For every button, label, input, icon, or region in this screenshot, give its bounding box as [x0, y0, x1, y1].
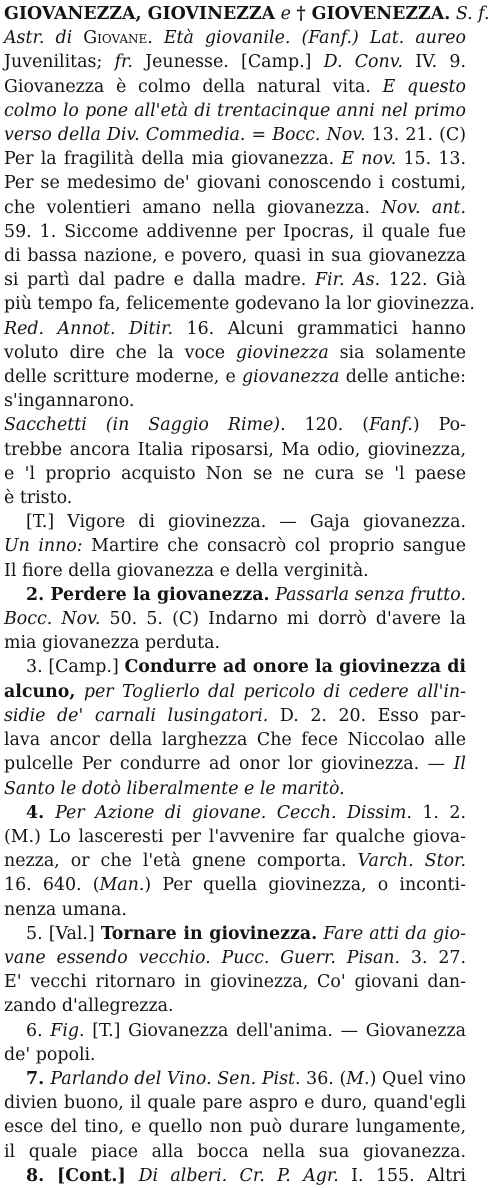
text-line: [4, 607, 466, 631]
text-run: Giovane: [83, 28, 148, 49]
text-run: 7.: [26, 1068, 51, 1089]
text-run: 36. (: [300, 1068, 347, 1089]
text-line: [4, 413, 466, 437]
text-line: [4, 970, 466, 994]
text-run: 5. [Val.]: [26, 923, 101, 944]
text-run: nenza umana.: [4, 899, 127, 920]
text-line: [4, 75, 466, 99]
text-line: [4, 292, 475, 316]
text-run: Per Azione di giovane. Cecch. Dissim.: [55, 802, 412, 823]
text-run: Di alberi. Cr. P. Agr.: [138, 1165, 339, 1186]
text-line: [4, 849, 466, 873]
text-run: fr.: [114, 52, 133, 73]
text-run: che volentieri amano nella giovanezza.: [4, 197, 382, 218]
text-run: M.: [346, 1068, 370, 1089]
text-line: [4, 825, 466, 849]
text-line: [4, 341, 466, 365]
text-line: [4, 438, 466, 462]
text-run: vane essendo vecchio. Pucc. Guerr. Pisan.: [4, 947, 401, 968]
text-run: Fig.: [50, 1020, 85, 1041]
text-run: pulcelle Per condurre ad onor lor giovinezza. —: [4, 754, 454, 775]
text-line: [4, 244, 466, 268]
text-run: nezza, or che l'età gnene comporta.: [4, 851, 358, 872]
text-run: 6.: [26, 1020, 51, 1041]
text-run: e: [275, 4, 297, 24]
text-line: [4, 728, 466, 752]
text-run: Fanf.: [369, 415, 413, 436]
text-line: [4, 1164, 466, 1188]
text-run: Jeunesse. [Camp.]: [132, 52, 324, 73]
text-line: [4, 1091, 466, 1115]
text-line: [4, 50, 466, 74]
text-run: Condurre ad onore la giovinezza di: [124, 657, 466, 678]
text-run: Parlando del Vino. Sen. Pist.: [50, 1068, 301, 1089]
text-run: si partì dal padre e dalla madre.: [4, 270, 315, 291]
text-line: [4, 171, 466, 195]
text-run: 59. 1. Siccome addivenne per Ipocras, il quale fue: [4, 221, 466, 242]
text-run: s'ingannarono.: [4, 391, 135, 412]
text-run: Per la fragilità della mia giovanezza.: [4, 149, 342, 170]
text-run: 122. Già: [380, 270, 466, 291]
text-run: 2.: [26, 584, 51, 605]
text-run: ) Per quella giovinezza, o inconti-: [144, 875, 466, 896]
text-run: alcuno,: [4, 681, 76, 702]
text-run: Astr. di: [4, 28, 84, 49]
text-line: [4, 534, 466, 558]
text-run: S. f.: [450, 4, 490, 24]
text-run: E nov.: [341, 149, 397, 170]
text-run: Red. Annot. Ditir.: [4, 318, 174, 339]
text-run: E questo: [382, 76, 466, 97]
text-run: delle antiche:: [339, 367, 466, 388]
text-run: 16. Alcuni grammatici hanno: [173, 318, 466, 339]
text-line: [4, 1019, 466, 1043]
text-run: GIOVANEZZA, GIOVINEZZA: [4, 4, 276, 24]
text-run: [T.] Vigore di giovinezza. — Gaja giovanezza.: [26, 512, 466, 533]
text-run: 8. [Cont.]: [26, 1165, 139, 1186]
text-run: sia solamente: [328, 342, 467, 363]
text-line: [4, 583, 466, 607]
text-line: [4, 655, 466, 679]
text-line: [4, 680, 466, 704]
text-line: [4, 801, 466, 825]
text-run: Sacchetti (in Saggio Rime): [4, 415, 281, 436]
text-run: sidie de' carnali lusingatori.: [4, 705, 280, 726]
text-line: [4, 1043, 466, 1067]
text-run: Bocc. Nov.: [4, 609, 101, 630]
text-run: trebbe ancora Italia riposarsi, Ma odio, giovinezza,: [4, 439, 466, 460]
text-run: esce del tino, e quello non può durare lungamente,: [4, 1117, 466, 1138]
text-run: .: [147, 28, 164, 49]
text-run: delle scritture moderne, e: [4, 367, 242, 388]
text-line: [4, 873, 466, 897]
text-line: [4, 631, 466, 655]
text-run: Giovanezza è colmo della natural vita.: [4, 76, 383, 97]
text-line: [4, 898, 466, 922]
text-run: 3. 27.: [400, 947, 466, 968]
text-run: Man.: [99, 875, 145, 896]
text-run: 13. 21. (C): [365, 125, 466, 146]
text-run: 16. 640. (: [4, 875, 100, 896]
text-run: voluto dire che la voce: [4, 342, 236, 363]
text-run: Fir. As.: [314, 270, 381, 291]
text-line: [4, 123, 466, 147]
text-line: [4, 510, 466, 534]
text-line: [4, 2, 490, 26]
text-line: [4, 752, 466, 776]
text-line: [4, 317, 466, 341]
text-run: 3. [Camp.]: [26, 657, 125, 678]
text-run: Perdere la giovanezza.: [50, 584, 270, 605]
text-run: Età giovanile. (Fanf.) Lat. aureo: [163, 28, 467, 49]
text-run: colmo lo pone all'età di trentacinque anni nel primo: [4, 100, 466, 121]
text-run: 4.: [26, 802, 56, 823]
text-run: Fare atti da gio-: [317, 923, 466, 944]
text-line: [4, 1067, 466, 1091]
text-line: [4, 147, 466, 171]
text-run: verso della Div. Commedia. = Bocc. Nov.: [4, 125, 366, 146]
text-run: per Toglierlo dal pericolo di cedere all'in-: [75, 681, 466, 702]
text-line: [4, 462, 466, 486]
text-line: [4, 1140, 466, 1164]
text-line: [4, 220, 466, 244]
text-run: giovinezza: [235, 342, 329, 363]
text-run: Varch. Stor.: [357, 851, 466, 872]
text-run: Il: [453, 754, 466, 775]
text-run: è tristo.: [4, 488, 73, 509]
text-line: [4, 486, 466, 510]
text-line: [4, 196, 466, 220]
text-line: [4, 268, 466, 292]
text-run: Juvenilitas;: [4, 52, 115, 73]
text-run: Il fiore della giovanezza e della verginità.: [4, 560, 369, 581]
text-run: zando d'allegrezza.: [4, 996, 174, 1017]
text-run: e 'l proprio acquisto Non se ne cura se 'l paese: [4, 463, 466, 484]
text-line: [4, 99, 466, 123]
text-run: giovanezza: [241, 367, 340, 388]
text-line: [4, 946, 466, 970]
text-run: D. Conv.: [323, 52, 404, 73]
text-run: divien buono, il quale pare aspro e duro, quand'egli: [4, 1093, 466, 1114]
text-line: [4, 26, 466, 50]
text-run: . 120. (: [280, 415, 370, 436]
text-run: di bassa nazione, e povero, quasi in sua giovanezza: [4, 246, 466, 267]
text-run: IV. 9.: [403, 52, 467, 73]
text-run: più tempo fa, felicemente godevano la lor giovinezza.: [4, 294, 475, 315]
text-run: il quale piace alla bocca nella sua giovanezza.: [4, 1141, 466, 1162]
text-run: I. 155. Altri: [338, 1165, 466, 1186]
text-run: Passarla senza frutto.: [269, 584, 466, 605]
text-run: E' vecchi ritornaro in giovinezza, Co' giovani dan-: [4, 972, 466, 993]
text-run: 1. 2.: [411, 802, 466, 823]
text-line: [4, 1115, 466, 1139]
text-run: Santo le dotò liberalmente e le maritò.: [4, 778, 345, 799]
text-run: Un inno:: [4, 536, 92, 557]
text-run: D. 2. 20. Esso par-: [279, 705, 467, 726]
text-run: Nov. ant.: [381, 197, 467, 218]
text-run: Per se medesimo de' giovani conoscendo i costumi,: [4, 173, 466, 194]
text-line: [4, 389, 466, 413]
text-run: ) Quel vino: [369, 1068, 467, 1089]
text-run: mia giovanezza perduta.: [4, 633, 220, 654]
text-line: [4, 365, 466, 389]
text-run: Martire che consacrò col proprio sangue: [91, 536, 466, 557]
text-line: [4, 704, 466, 728]
text-run: ) Po-: [412, 415, 466, 436]
text-run: 15. 13.: [396, 149, 467, 170]
text-run: Tornare in giovinezza.: [100, 923, 318, 944]
text-line: [4, 777, 466, 801]
text-run: † GIOVENEZZA.: [296, 4, 451, 24]
text-line: [4, 559, 466, 583]
text-run: [T.] Giovanezza dell'anima. — Giovanezza: [84, 1020, 466, 1041]
text-run: 50. 5. (C) Indarno mi dorrò d'avere la: [100, 609, 466, 630]
text-line: [4, 994, 466, 1018]
text-run: de' popoli.: [4, 1044, 96, 1065]
text-run: lava ancor della larghezza Che fece Niccolao alle: [4, 730, 466, 751]
text-run: (M.) Lo lasceresti per l'avvenire far qualche giova-: [4, 826, 466, 847]
text-line: [4, 922, 466, 946]
